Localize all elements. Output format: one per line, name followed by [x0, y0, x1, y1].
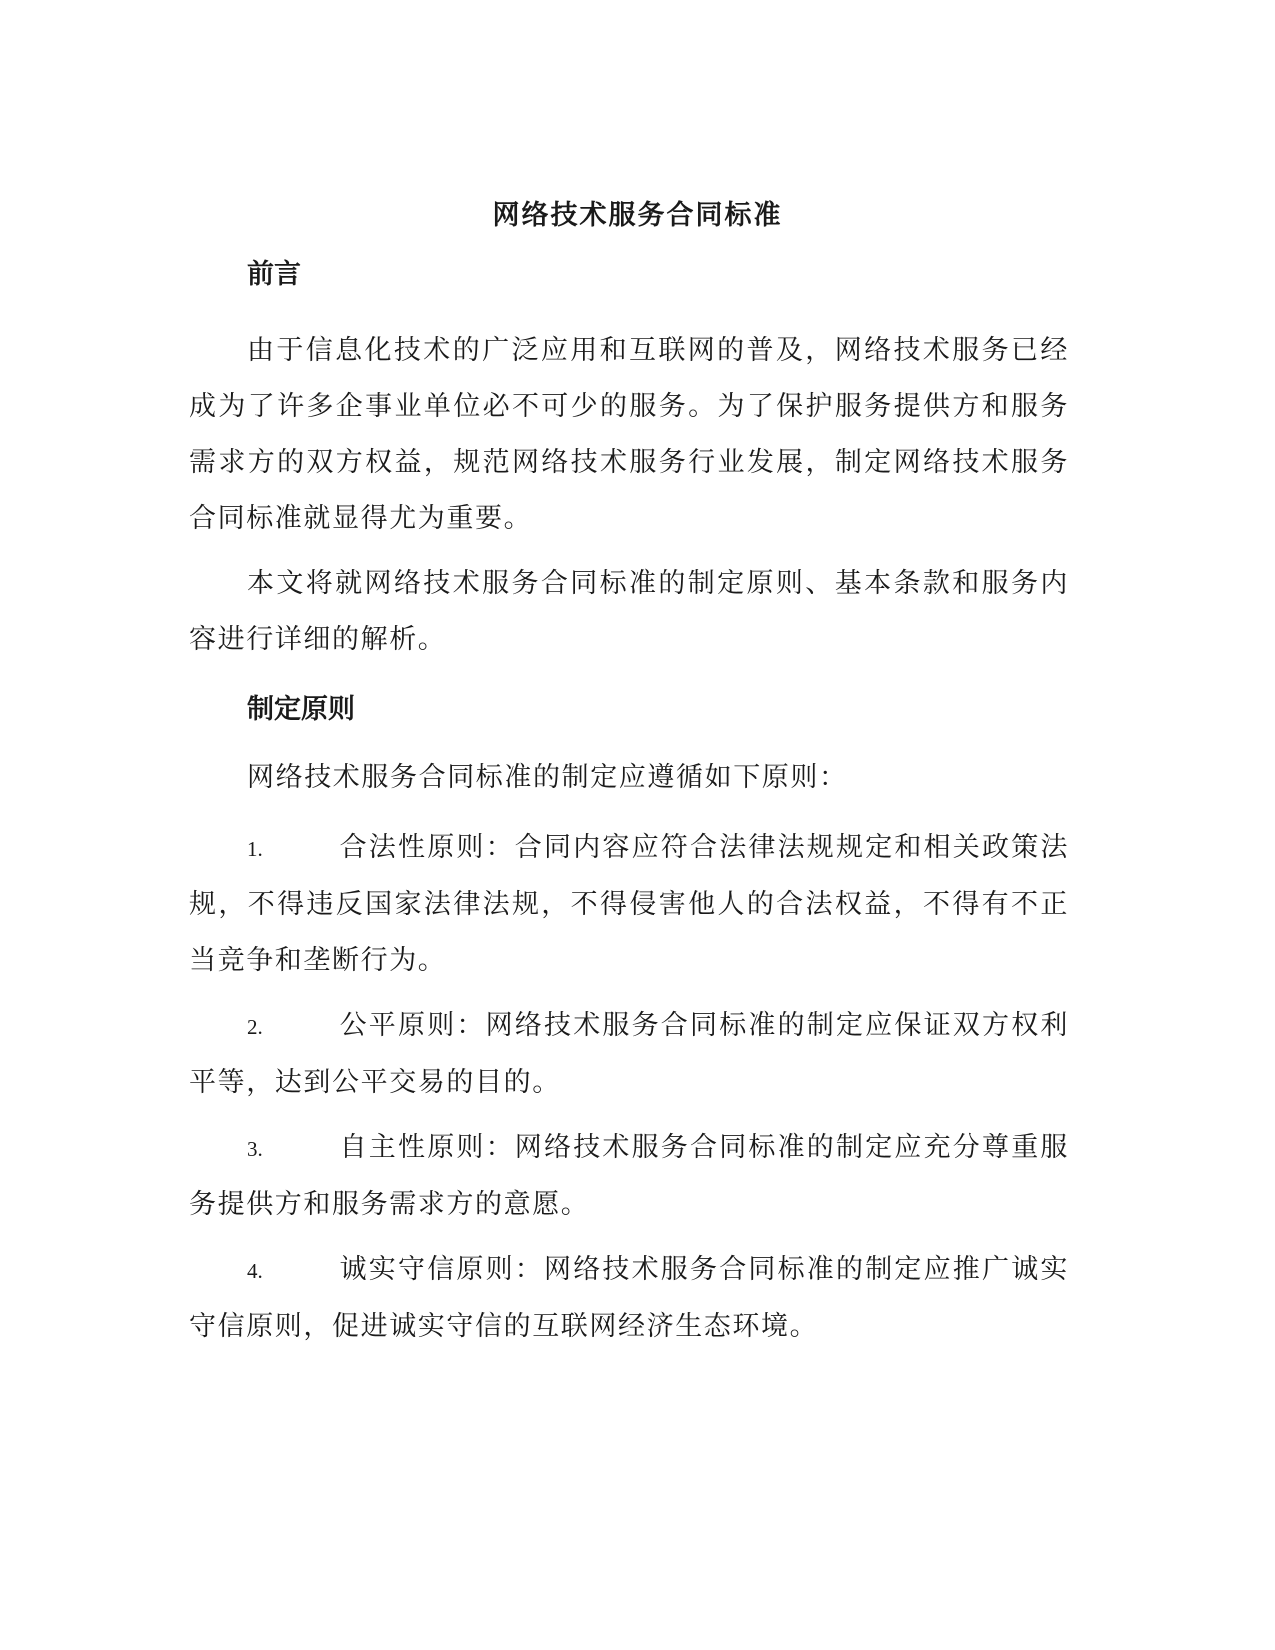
preface-paragraph-1: 由于信息化技术的广泛应用和互联网的普及，网络技术服务已经成为了许多企事业单位必不可少的服务。为了保护服务提供方和服务需求方的双方权益，规范网络技术服务行业发展，制定网络技术服务合同标准就显得尤为重要。: [189, 335, 1069, 534]
principles-intro: 网络技术服务合同标准的制定应遵循如下原则：: [247, 762, 848, 793]
preface-paragraph-2: 本文将就网络技术服务合同标准的制定原则、基本条款和服务内容进行详细的解析。: [189, 568, 1069, 655]
principle-item-4: [189, 1242, 1069, 1355]
list-item-text: 自主性原则：网络技术服务合同标准的制定应充分尊重服务提供方和服务需求方的意愿。: [189, 1132, 1069, 1220]
list-item-text: 诚实守信原则：网络技术服务合同标准的制定应推广诚实守信原则，促进诚实守信的互联网经济生态环境。: [189, 1254, 1069, 1342]
principle-item-1: [189, 820, 1069, 989]
section-heading-preface: 前言: [247, 259, 301, 290]
document-title: 网络技术服务合同标准: [492, 200, 783, 231]
section-heading-principles: 制定原则: [247, 694, 355, 725]
document-body: [189, 255, 1069, 1364]
list-number: 4.: [247, 1259, 263, 1283]
principle-item-2: [189, 998, 1069, 1111]
list-number: 1.: [247, 837, 263, 861]
list-number: 3.: [247, 1137, 263, 1161]
principle-item-3: [189, 1120, 1069, 1233]
list-item-text: 合法性原则：合同内容应符合法律法规规定和相关政策法规，不得违反国家法律法规，不得侵害他人的合法权益，不得有不正当竞争和垄断行为。: [189, 832, 1069, 976]
list-item-text: 公平原则：网络技术服务合同标准的制定应保证双方权利平等，达到公平交易的目的。: [189, 1010, 1069, 1098]
list-number: 2.: [247, 1015, 263, 1039]
